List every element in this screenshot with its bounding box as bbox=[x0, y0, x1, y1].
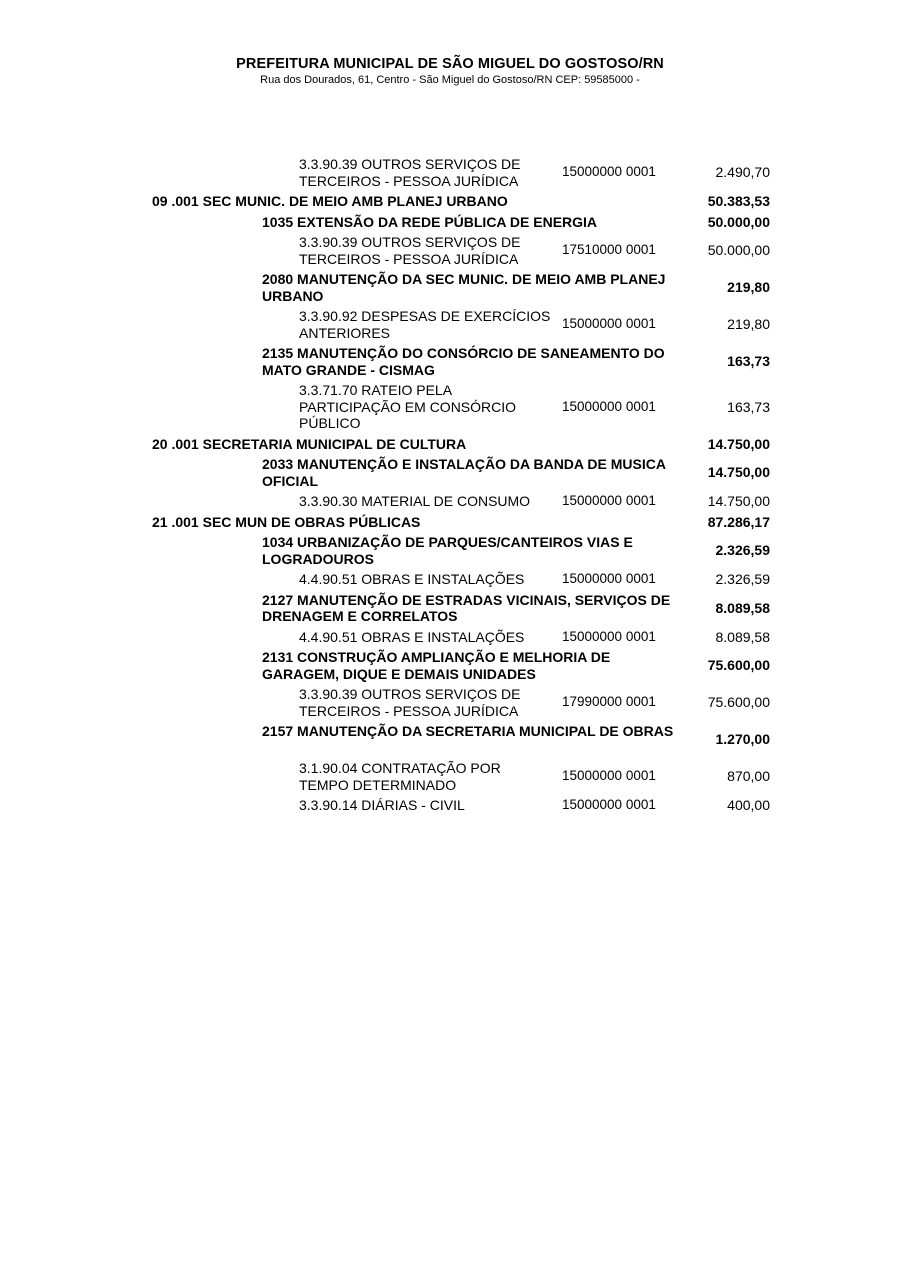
expense-row bbox=[0, 232, 900, 269]
row-description: 4.4.90.51 OBRAS E INSTALAÇÕES bbox=[299, 628, 525, 645]
row-amount: 163,73 bbox=[727, 398, 770, 415]
row-source: 15000000 0001 bbox=[562, 493, 656, 508]
row-description: 2033 MANUTENÇÃO E INSTALAÇÃO DA BANDA DE MUSICA OFICIAL bbox=[262, 456, 666, 489]
row-amount: 14.750,00 bbox=[707, 435, 770, 452]
row-description: 2135 MANUTENÇÃO DO CONSÓRCIO DE SANEAMENTO DO MATO GRANDE - CISMAG bbox=[262, 345, 665, 378]
row-amount: 219,80 bbox=[727, 279, 770, 296]
row-source: 17510000 0001 bbox=[562, 242, 656, 258]
document-address: Rua dos Dourados, 61, Centro - São Miguel do Gostoso/RN CEP: 59585000 - bbox=[260, 74, 640, 86]
row-amount: 87.286,17 bbox=[707, 513, 770, 530]
row-amount: 870,00 bbox=[727, 768, 770, 785]
action-row bbox=[0, 454, 900, 491]
row-amount: 14.750,00 bbox=[707, 493, 770, 509]
row-description: 20 .001 SECRETARIA MUNICIPAL DE CULTURA bbox=[152, 435, 467, 452]
row-source: 15000000 0001 bbox=[562, 164, 656, 180]
action-row bbox=[0, 647, 900, 684]
action-row bbox=[0, 590, 900, 627]
row-description: 2157 MANUTENÇÃO DA SECRETARIA MUNICIPAL DE OBRAS bbox=[262, 723, 674, 739]
action-row bbox=[0, 343, 900, 380]
row-amount: 75.600,00 bbox=[707, 657, 770, 674]
budget-table bbox=[0, 154, 900, 816]
row-description: 3.1.90.04 CONTRATAÇÃO POR TEMPO DETERMINADO bbox=[299, 760, 501, 793]
row-description: 3.3.71.70 RATEIO PELA PARTICIPAÇÃO EM CONSÓRCIO PÚBLICO bbox=[299, 382, 517, 431]
row-amount: 2.326,59 bbox=[715, 571, 770, 587]
expense-row bbox=[0, 569, 900, 590]
row-description: 3.3.90.39 OUTROS SERVIÇOS DE TERCEIROS - PESSOA JURÍDICA bbox=[299, 234, 521, 267]
row-amount: 2.490,70 bbox=[715, 164, 770, 181]
document-header bbox=[0, 56, 900, 86]
row-amount: 8.089,58 bbox=[715, 599, 770, 616]
row-amount: 75.600,00 bbox=[707, 694, 770, 711]
unit-row bbox=[0, 512, 900, 533]
expense-row bbox=[0, 306, 900, 343]
row-description: 1035 EXTENSÃO DA REDE PÚBLICA DE ENERGIA bbox=[262, 213, 598, 230]
row-amount: 14.750,00 bbox=[707, 464, 770, 481]
action-row bbox=[0, 721, 900, 758]
row-description: 3.3.90.39 OUTROS SERVIÇOS DE TERCEIROS - PESSOA JURÍDICA bbox=[299, 156, 521, 189]
expense-row bbox=[0, 627, 900, 648]
row-source: 15000000 0001 bbox=[562, 768, 656, 784]
unit-row bbox=[0, 191, 900, 212]
expense-row bbox=[0, 154, 900, 191]
row-amount: 50.000,00 bbox=[707, 213, 770, 230]
action-row bbox=[0, 269, 900, 306]
row-source: 15000000 0001 bbox=[562, 398, 656, 414]
row-amount: 50.383,53 bbox=[707, 193, 770, 209]
row-description: 2127 MANUTENÇÃO DE ESTRADAS VICINAIS, SERVIÇOS DE DRENAGEM E CORRELATOS bbox=[262, 591, 671, 624]
expense-row bbox=[0, 684, 900, 721]
row-description: 2131 CONSTRUÇÃO AMPLIANÇÃO E MELHORIA DE GARAGEM, DIQUE E DEMAIS UNIDADES bbox=[262, 649, 611, 682]
row-description: 21 .001 SEC MUN DE OBRAS PÚBLICAS bbox=[152, 513, 421, 530]
row-source: 17990000 0001 bbox=[562, 694, 656, 710]
row-amount: 400,00 bbox=[727, 797, 770, 813]
action-row bbox=[0, 212, 900, 233]
row-amount: 219,80 bbox=[727, 316, 770, 333]
expense-row bbox=[0, 758, 900, 795]
row-source: 15000000 0001 bbox=[562, 571, 656, 586]
row-description: 2080 MANUTENÇÃO DA SEC MUNIC. DE MEIO AMB PLANEJ URBANO bbox=[262, 271, 666, 304]
unit-row bbox=[0, 434, 900, 455]
row-source: 15000000 0001 bbox=[562, 316, 656, 332]
expense-row bbox=[0, 380, 900, 434]
row-amount: 50.000,00 bbox=[707, 242, 770, 259]
action-row bbox=[0, 532, 900, 569]
row-amount: 8.089,58 bbox=[715, 628, 770, 645]
expense-row bbox=[0, 795, 900, 816]
expense-row bbox=[0, 491, 900, 512]
row-description: 09 .001 SEC MUNIC. DE MEIO AMB PLANEJ URBANO bbox=[152, 193, 508, 209]
row-amount: 163,73 bbox=[727, 353, 770, 370]
row-amount: 2.326,59 bbox=[715, 542, 770, 559]
row-description: 3.3.90.92 DESPESAS DE EXERCÍCIOS ANTERIORES bbox=[299, 308, 551, 341]
row-amount: 1.270,00 bbox=[715, 731, 770, 748]
row-description: 4.4.90.51 OBRAS E INSTALAÇÕES bbox=[299, 571, 525, 587]
row-source: 15000000 0001 bbox=[562, 628, 656, 644]
document-title: PREFEITURA MUNICIPAL DE SÃO MIGUEL DO GOSTOSO/RN bbox=[236, 56, 664, 72]
row-source: 15000000 0001 bbox=[562, 797, 656, 812]
row-description: 3.3.90.30 MATERIAL DE CONSUMO bbox=[299, 493, 531, 509]
row-description: 1034 URBANIZAÇÃO DE PARQUES/CANTEIROS VIAS E LOGRADOUROS bbox=[262, 534, 633, 567]
row-description: 3.3.90.39 OUTROS SERVIÇOS DE TERCEIROS - PESSOA JURÍDICA bbox=[299, 686, 521, 719]
row-description: 3.3.90.14 DIÁRIAS - CIVIL bbox=[299, 797, 465, 813]
